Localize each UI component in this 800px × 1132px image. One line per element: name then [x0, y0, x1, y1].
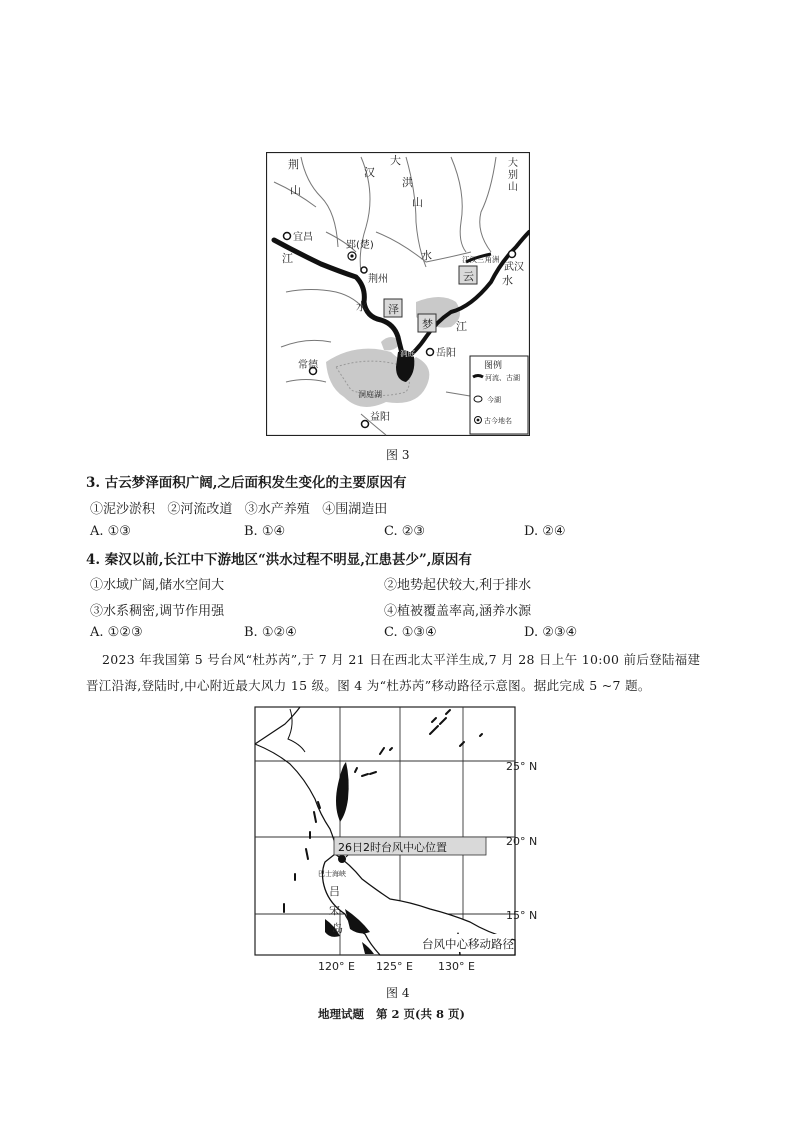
question-3-choice-c[interactable]: C. ②③ — [384, 524, 426, 539]
label-yun: 云 — [463, 270, 474, 283]
label-luzon-3: 岛 — [332, 922, 343, 935]
label-strait: 巴士海峡 — [318, 870, 346, 878]
label-yichang: 宜昌 — [293, 232, 313, 243]
yichang-marker — [284, 233, 291, 240]
label-jing: 荆 — [288, 158, 299, 171]
label-luzon-1: 吕 — [329, 885, 340, 898]
label-shui-left: 水 — [356, 300, 367, 313]
typhoon-path-label: 台风中心移动路径 — [422, 937, 514, 951]
lon-130e: 130° E — [438, 960, 475, 973]
question-4-choice-a[interactable]: A. ①②③ — [90, 625, 143, 640]
label-jianghan: 江汉三角洲 — [462, 255, 500, 264]
label-changde: 常德 — [298, 360, 318, 371]
label-jiang-left: 江 — [282, 252, 293, 265]
yiyang-marker — [362, 421, 369, 428]
label-jing-shan: 山 — [290, 184, 301, 197]
question-3-choice-b[interactable]: B. ①④ — [244, 524, 286, 539]
typhoon-center-marker — [338, 855, 346, 863]
figure-3-caption: 图 3 — [386, 448, 410, 462]
wuhan-marker — [509, 251, 516, 258]
question-4-option-1: ①水域广阔,储水空间大 — [90, 578, 225, 593]
passage-line-1: 2023 年我国第 5 号台风“杜苏芮”,于 7 月 21 日在西北太平洋生成,7 月 28 日上午 10:00 前后登陆福建 — [102, 652, 701, 667]
legend-lake-symbol — [474, 396, 482, 402]
figure-3-map — [266, 152, 530, 436]
question-3-choice-a[interactable]: A. ①③ — [90, 524, 131, 539]
question-4-choice-c[interactable]: C. ①③④ — [384, 625, 437, 640]
label-shui-right: 水 — [502, 274, 513, 287]
question-4-choice-b[interactable]: B. ①②④ — [244, 625, 297, 640]
passage-line-2: 晋江沿海,登陆时,中心附近最大风力 15 级。图 4 为“杜苏芮”移动路径示意图。据此完成 5 ~7 题。 — [86, 678, 651, 693]
question-4-option-4: ④植被覆盖率高,涵养水源 — [384, 604, 532, 619]
label-dongting-small: 洞庭 — [400, 349, 415, 358]
label-jiang-mid: 江 — [456, 320, 467, 333]
question-4-option-2: ②地势起伏较大,利于排水 — [384, 578, 532, 593]
lat-20n: 20° N — [506, 835, 538, 848]
lon-125e: 125° E — [376, 960, 413, 973]
label-meng: 梦 — [422, 318, 433, 331]
question-3-options: ①泥沙淤积 ②河流改道 ③水产养殖 ④围湖造田 — [90, 502, 388, 517]
label-hong-shan: 山 — [412, 196, 423, 209]
label-luzon-2: 宋 — [329, 904, 340, 917]
figure-4-map — [250, 704, 550, 984]
label-ze: 泽 — [388, 303, 399, 316]
label-jingzhou: 荆州 — [368, 274, 388, 285]
page-footer: 地理试题 第 2 页(共 8 页) — [318, 1007, 465, 1021]
legend-item-place: 古今地名 — [484, 417, 512, 425]
label-wuhan: 武汉 — [504, 262, 524, 273]
typhoon-position-label: 26日2时台风中心位置 — [338, 841, 447, 854]
yueyang-marker — [427, 349, 434, 356]
label-dabie-3: 山 — [508, 182, 518, 193]
question-4-option-3: ③水系稠密,调节作用强 — [90, 604, 225, 619]
legend-title: 图例 — [484, 361, 503, 371]
label-hong: 洪 — [402, 176, 413, 189]
label-dabie-1: 大 — [508, 158, 518, 169]
map-legend — [470, 356, 528, 434]
question-3-choice-d[interactable]: D. ②④ — [524, 524, 566, 539]
label-shui-mid: 水 — [421, 249, 432, 262]
lon-120e: 120° E — [318, 960, 355, 973]
label-yiyang: 益阳 — [370, 412, 390, 423]
question-4-stem: 4. 秦汉以前,长江中下游地区“洪水过程不明显,江患甚少”,原因有 — [86, 552, 472, 568]
figure-4-caption: 图 4 — [386, 986, 410, 1000]
lat-25n: 25° N — [506, 760, 538, 773]
jingzhou-marker — [361, 267, 367, 273]
label-dongting-lake: 洞庭湖 — [358, 390, 382, 399]
lat-15n: 15° N — [506, 909, 538, 922]
label-yueyang: 岳阳 — [436, 348, 456, 359]
question-4-choice-d[interactable]: D. ②③④ — [524, 625, 578, 640]
label-ying: 郢(楚) — [346, 240, 374, 251]
legend-item-river: 河流、古湖 — [485, 374, 520, 382]
legend-river-symbol — [473, 376, 483, 378]
label-han: 汉 — [364, 166, 375, 179]
question-3-stem: 3. 古云梦泽面积广阔,之后面积发生变化的主要原因有 — [86, 475, 407, 491]
label-dabie-2: 别 — [508, 170, 518, 181]
legend-item-lake: 今湖 — [487, 396, 501, 404]
label-da: 大 — [390, 154, 401, 167]
